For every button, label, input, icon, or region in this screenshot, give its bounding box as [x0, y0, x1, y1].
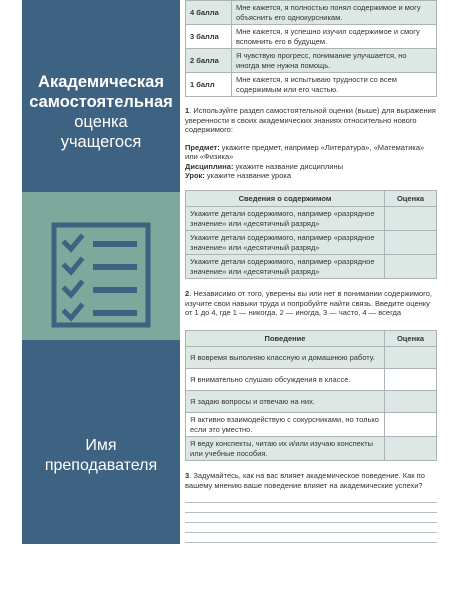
- subject-line: [185, 143, 437, 162]
- column-header-score: Оценка: [385, 190, 437, 207]
- instruction-2: [185, 289, 437, 318]
- scale-description: Мне кажется, я испытываю трудности со всем содержимым или его частью.: [232, 73, 437, 97]
- score-cell[interactable]: [385, 231, 437, 255]
- behavior-cell: Я веду конспекты, читаю их и/или изучаю конспекты или учебные пособия.: [186, 437, 385, 461]
- sidebar-title-panel: [22, 0, 180, 192]
- answer-line[interactable]: [185, 512, 437, 513]
- behavior-cell: Я активно взаимодействую с сокурсниками, но только если это уместно.: [186, 413, 385, 437]
- behavior-cell: Я вовремя выполняю классную и домашнюю работу.: [186, 347, 385, 369]
- scale-row: [186, 1, 437, 25]
- discipline-text[interactable]: укажите название дисциплины: [233, 161, 344, 171]
- scale-level: 1 балл: [186, 73, 232, 97]
- instruction-2-text: . Независимо от того, уверены вы или нет в понимании содержимого, изучите свои навыки труда и попробуйте найти связь. Введите оценку от 1 до 4, где 1 — никогда, 2 — иногда, 3 — часто, 4 — всегда: [185, 289, 432, 317]
- scale-level: 4 балла: [186, 1, 232, 25]
- score-cell[interactable]: [385, 437, 437, 461]
- instruction-1: [185, 106, 437, 135]
- sidebar-icon-panel: [22, 192, 180, 340]
- answer-line[interactable]: [185, 522, 437, 523]
- instruction-1-number: 1: [185, 106, 190, 115]
- score-cell[interactable]: [385, 207, 437, 231]
- column-header-content: Сведения о содержимом: [186, 190, 385, 207]
- instruction-3: [185, 471, 437, 490]
- instruction-2-number: 2: [185, 289, 190, 298]
- checklist-icon: [51, 222, 151, 328]
- lesson-text[interactable]: укажите название урока: [204, 171, 292, 180]
- scale-row: [186, 25, 437, 49]
- scale-row: [186, 73, 437, 97]
- score-cell[interactable]: [385, 391, 437, 413]
- main-content: [185, 0, 437, 552]
- content-detail-cell[interactable]: Укажите детали содержимого, например «разрядное значение» или «десятичный разряд»: [186, 207, 385, 231]
- table-row: [186, 391, 437, 413]
- content-details-table: [185, 190, 437, 280]
- discipline-label: Дисциплина:: [185, 161, 234, 171]
- scale-level: 3 балла: [186, 25, 232, 49]
- answer-line[interactable]: [185, 532, 437, 533]
- score-cell[interactable]: [385, 413, 437, 437]
- instruction-1-text: . Используйте раздел самостоятельной оценки (выше) для выражения уверенности в своих академических знаниях относительно нового содержимого:: [185, 106, 436, 134]
- table-row: [186, 347, 437, 369]
- instruction-3-text: . Задумайтесь, как на вас влияет академическое поведение. Как по вашему мнению ваше поведение влияет на академические успехи?: [185, 471, 425, 490]
- lesson-line: [185, 171, 437, 181]
- title-line-1: Академическая: [38, 73, 164, 91]
- scale-level: 2 балла: [186, 49, 232, 73]
- scale-description: Мне кажется, я успешно изучил содержимое и смогу вспомнить его в будущем.: [232, 25, 437, 49]
- teacher-line-2: преподавателя: [44, 457, 158, 474]
- scale-row: [186, 49, 437, 73]
- content-detail-cell[interactable]: Укажите детали содержимого, например «разрядное значение» или «десятичный разряд»: [186, 231, 385, 255]
- column-header-score: Оценка: [385, 330, 437, 347]
- behavior-table: [185, 330, 437, 462]
- scale-description: Я чувствую прогресс, понимание улучшается, но иногда мне нужна помощь.: [232, 49, 437, 73]
- subject-text[interactable]: укажите предмет, например «Литература», «Математика» или «Физика»: [185, 142, 425, 161]
- rating-scale-table: [185, 0, 437, 97]
- column-header-behavior: Поведение: [186, 330, 385, 347]
- table-header-row: [186, 330, 437, 347]
- scale-description: Мне кажется, я полностью понял содержимое и могу объяснить его однокурсникам.: [232, 1, 437, 25]
- lesson-label: Урок:: [185, 171, 205, 180]
- sidebar: [22, 0, 180, 544]
- title-line-4: учащегося: [60, 133, 142, 151]
- table-row: [186, 437, 437, 461]
- behavior-cell: Я задаю вопросы и отвечаю на них.: [186, 391, 385, 413]
- table-row: [186, 231, 437, 255]
- table-row: [186, 413, 437, 437]
- answer-line[interactable]: [185, 542, 437, 543]
- teacher-name: [22, 436, 180, 476]
- content-detail-cell[interactable]: Укажите детали содержимого, например «разрядное значение» или «десятичный разряд»: [186, 255, 385, 279]
- discipline-line: [185, 162, 437, 172]
- title-line-2: самостоятельная: [29, 93, 173, 111]
- instruction-3-number: 3: [185, 471, 190, 480]
- title-line-3: оценка: [74, 113, 128, 131]
- table-row: [186, 369, 437, 391]
- behavior-cell: Я внимательно слушаю обсуждения в классе.: [186, 369, 385, 391]
- subject-label: Предмет:: [185, 142, 220, 152]
- table-row: [186, 255, 437, 279]
- answer-area[interactable]: [185, 502, 437, 543]
- score-cell[interactable]: [385, 255, 437, 279]
- answer-line[interactable]: [185, 502, 437, 503]
- table-header-row: [186, 190, 437, 207]
- score-cell[interactable]: [385, 369, 437, 391]
- score-cell[interactable]: [385, 347, 437, 369]
- document-title: [22, 72, 180, 152]
- sidebar-teacher-panel: [22, 340, 180, 544]
- teacher-line-1: Имя: [85, 437, 117, 454]
- table-row: [186, 207, 437, 231]
